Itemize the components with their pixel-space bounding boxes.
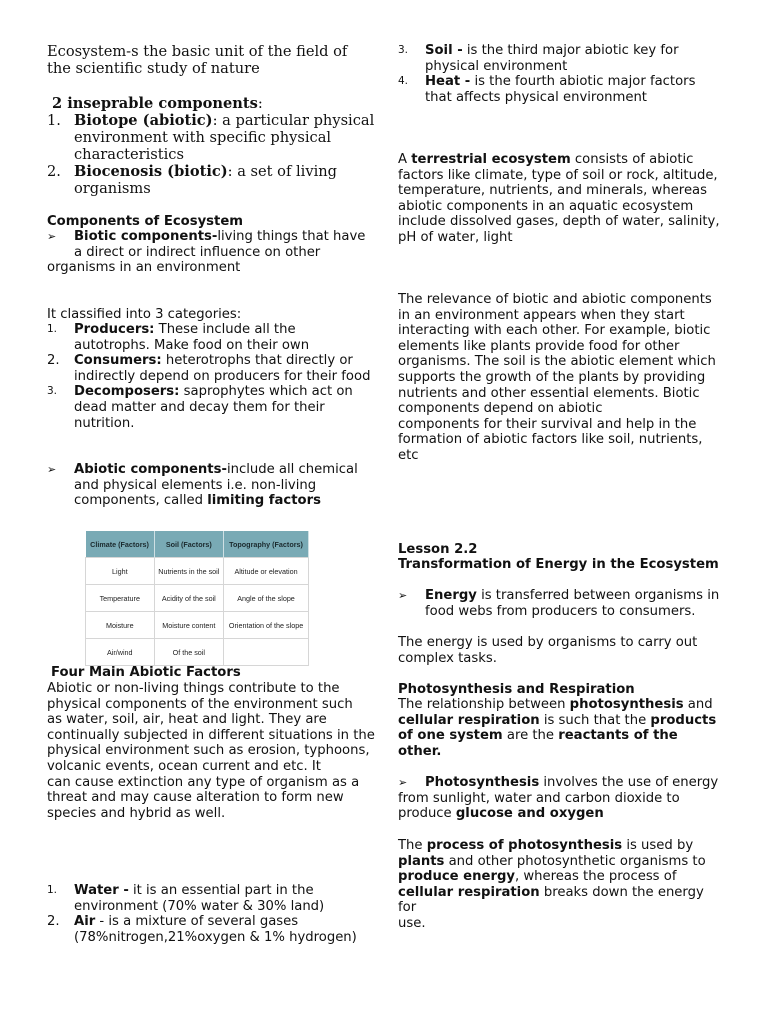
- list-item: 2. Consumers: heterotrophs that directly or indirectly depend on producers for their food: [47, 353, 371, 384]
- terrestrial-paragraph: A terrestrial ecosystem consists of abiotic factors like climate, type of soil or rock, altitude, temperature, nutrients, and minerals, whereas abiotic components in an aquatic ecosystem include dissolved gases, depth of water, salinity, pH of water, light: [398, 152, 720, 245]
- biotic-item: ➢ Biotic components-living things that have a direct or indirect influence on other organisms in an environment: [47, 229, 366, 276]
- classified-text: It classified into 3 categories:: [47, 307, 242, 322]
- factors-list-continued: [398, 43, 723, 105]
- section-heading: Components of Ecosystem: [47, 214, 244, 229]
- table-row: Temperature Acidity of the soil Angle of the slope: [86, 585, 309, 612]
- list-item: 4. Heat - is the fourth abiotic major factors that affects physical environment: [398, 74, 696, 105]
- lesson-title: Transformation of Energy in the Ecosystem: [398, 557, 719, 572]
- section-heading: Photosynthesis and Respiration: [398, 682, 635, 697]
- abiotic-factors-table: [85, 531, 309, 666]
- table-row: Light Nutrients in the soil Altitude or elevation: [86, 558, 309, 585]
- table-header: Climate (Factors): [86, 531, 155, 558]
- arrow-bullet-icon: ➢: [398, 589, 408, 602]
- components-list: [47, 112, 375, 197]
- section-heading: Four Main Abiotic Factors: [51, 665, 241, 680]
- list-item: 1. Water - it is an essential part in the environment (70% water & 30% land): [47, 883, 325, 914]
- arrow-bullet-icon: ➢: [398, 776, 408, 789]
- factors-list: [47, 883, 375, 945]
- list-item: 1. Producers: These include all the autotrophs. Make food on their own: [47, 322, 310, 353]
- table-header-row: [86, 531, 309, 558]
- photosynthesis-item: ➢ Photosynthesis involves the use of energy from sunlight, water and carbon dioxide to produce glucose and oxygen: [398, 775, 719, 822]
- list-item: 2. Air - is a mixture of several gases (78%nitrogen,21%oxygen & 1% hydrogen): [47, 914, 357, 945]
- arrow-bullet-icon: ➢: [47, 463, 57, 476]
- lesson-number: Lesson 2.2: [398, 542, 478, 557]
- list-item: 3. Decomposers: saprophytes which act on dead matter and decay them for their nutrition.: [47, 384, 353, 431]
- intro-paragraph: Ecosystem-s the basic unit of the field of the scientific study of nature: [47, 43, 348, 77]
- list-item: 1. Biotope (abiotic): a particular physical environment with specific physical characteristics: [47, 112, 375, 163]
- four-factors-paragraph: Abiotic or non-living things contribute to the physical components of the environment such as water, soil, air, heat and light. They are continually subjected in different situations in the physical environment such as erosion, typhoons, volcanic events, ocean current and etc. It can cause extinction any type of organism as a threat and may cause alteration to form new species and hybrid as well.: [47, 681, 375, 821]
- energy-used-text: The energy is used by organisms to carry out complex tasks.: [398, 635, 698, 666]
- relevance-paragraph: The relevance of biotic and abiotic components in an environment appears when they start interacting with each other. For example, biotic elements like plants provide food for other organisms. The soil is the abiotic element which supports the growth of the plants by providing nutrients and other essential elements. Biotic components depend on abiotic components for their survival and help in the formation of abiotic factors like soil, nutrients, etc: [398, 292, 716, 463]
- relationship-paragraph: The relationship between photosynthesis and cellular respiration is such that the products of one system are the reactants of the other.: [398, 697, 717, 759]
- categories-list: [47, 322, 375, 431]
- table-header: Topography (Factors): [224, 531, 309, 558]
- table-row: Air/wind Of the soil: [86, 639, 309, 666]
- table-row: Moisture Moisture content Orientation of the slope: [86, 612, 309, 639]
- components-heading: 2 inseprable components:: [52, 95, 263, 112]
- process-paragraph: The process of photosynthesis is used by plants and other photosynthetic organisms to produce energy, whereas the process of cellular respiration breaks down the energy for use.: [398, 838, 706, 931]
- table-header: Soil (Factors): [154, 531, 224, 558]
- list-item: 2. Biocenosis (biotic): a set of living organisms: [47, 163, 337, 197]
- energy-item: ➢ Energy is transferred between organisms in food webs from producers to consumers.: [398, 588, 720, 619]
- list-item: 3. Soil - is the third major abiotic key for physical environment: [398, 43, 679, 74]
- arrow-bullet-icon: ➢: [47, 230, 57, 243]
- abiotic-item: ➢ Abiotic components-include all chemical and physical elements i.e. non-living components, called limiting factors: [47, 462, 358, 509]
